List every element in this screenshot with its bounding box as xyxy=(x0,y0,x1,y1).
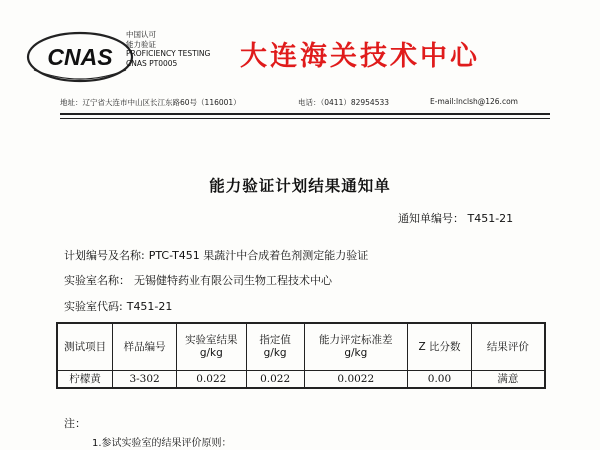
table-cell: 0.00 xyxy=(408,371,472,389)
column-header: 指定值 g/kg xyxy=(246,323,304,371)
lab-name-value: 无锡健特药业有限公司生物工程技术中心 xyxy=(134,274,332,287)
email-text: E-mail:lnclsh@126.com xyxy=(430,97,518,106)
cert-line: CNAS PT0005 xyxy=(126,58,178,68)
plan-value: PTC-T451 果蔬汁中合成着色剂测定能力验证 xyxy=(148,249,369,262)
plan-info xyxy=(64,247,368,263)
cnas-logo xyxy=(26,30,134,84)
document-title: 能力验证计划结果通知单 xyxy=(209,177,391,195)
cert-line: PROFICIENCY TESTING xyxy=(126,49,211,58)
table-header-row xyxy=(57,323,545,371)
phone-text: 电话：（0411）82954533 xyxy=(298,98,390,107)
column-header: 结果评价 xyxy=(471,323,545,371)
column-header: Z 比分数 xyxy=(408,323,472,371)
plan-label: 计划编号及名称: xyxy=(64,249,145,262)
lab-name-info xyxy=(64,272,332,288)
notes-item: 1.参试实验室的结果评价原则： xyxy=(92,438,232,449)
notice-number: 通知单编号： T451-21 xyxy=(398,212,514,225)
notes-label: 注： xyxy=(64,417,86,430)
results-table xyxy=(56,322,546,389)
lab-code-info xyxy=(64,298,172,314)
logo-text: CNAS xyxy=(47,44,113,70)
header-rule-thick xyxy=(60,113,550,115)
cert-line: 中国认可 xyxy=(126,30,156,39)
column-header: 实验室结果 g/kg xyxy=(176,323,246,371)
table-cell: 0.0022 xyxy=(304,371,408,389)
lab-name-label: 实验室名称： xyxy=(64,274,130,287)
lab-code-label: 实验室代码: xyxy=(64,300,123,313)
certification-block xyxy=(126,30,238,68)
table-cell: 3-302 xyxy=(113,371,177,389)
table-cell: 满意 xyxy=(471,371,545,389)
cert-line: 能力验证 xyxy=(126,39,156,49)
header-rule-thin xyxy=(60,118,550,119)
table-row xyxy=(57,371,545,389)
lab-code-value: T451-21 xyxy=(126,300,173,313)
column-header: 测试项目 xyxy=(57,323,113,371)
address-text: 地址：辽宁省大连市中山区长江东路60号（116001） xyxy=(60,98,241,107)
table-cell: 0.022 xyxy=(246,371,304,389)
organization-name: 大连海关技术中心 xyxy=(240,41,480,72)
table-cell: 0.022 xyxy=(176,371,246,389)
column-header: 样品编号 xyxy=(113,323,177,371)
column-header: 能力评定标准差 g/kg xyxy=(304,323,408,371)
table-cell: 柠檬黄 xyxy=(57,371,113,389)
